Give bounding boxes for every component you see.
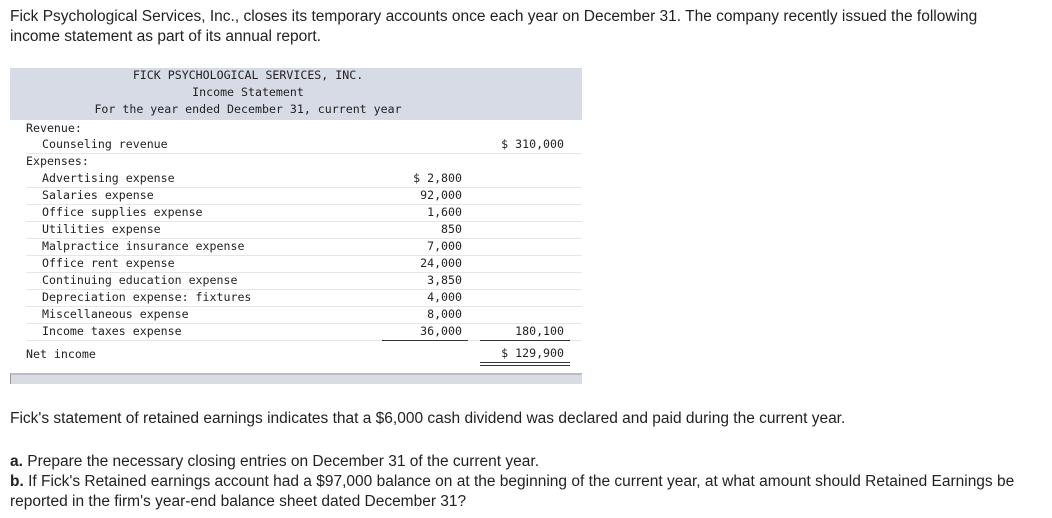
expense-label: Malpractice insurance expense	[42, 239, 245, 253]
expenses-underline	[382, 340, 468, 341]
net-income-double-underline-2	[480, 365, 570, 366]
expense-amount: 8,000	[427, 307, 462, 321]
expense-label: Salaries expense	[42, 188, 154, 202]
expense-amount: 3,850	[427, 273, 462, 287]
expense-label: Continuing education expense	[42, 273, 238, 287]
question-a	[10, 452, 1050, 472]
expense-label: Utilities expense	[42, 222, 161, 236]
question-a-text: Prepare the necessary closing entries on December 31 of the current year.	[22, 453, 540, 470]
expenses-heading: Expenses:	[26, 154, 89, 168]
question-b-letter: b.	[10, 473, 24, 490]
statement-title: Income Statement	[192, 85, 304, 99]
question-b-text: If Fick's Retained earnings account had a $97,000 balance on at the beginning of the current year, at what amount should Retained Earnings be reported in the firm's year-end balance sheet dated December 31?	[10, 473, 1015, 510]
income-statement-table	[10, 68, 582, 384]
net-income-amount: $ 129,900	[501, 346, 564, 360]
revenue-amount: $ 310,000	[501, 137, 564, 151]
expense-amount: 24,000	[420, 256, 462, 270]
question-a-letter: a.	[10, 453, 23, 470]
expense-label: Office rent expense	[42, 256, 175, 270]
expense-amount: 36,000	[420, 324, 462, 338]
expense-amount: $ 2,800	[413, 171, 462, 185]
expense-label: Income taxes expense	[42, 324, 182, 338]
net-income-label: Net income	[26, 347, 96, 361]
expense-amount: 850	[441, 222, 462, 236]
expense-amount: 4,000	[427, 290, 462, 304]
intro-paragraph: Fick Psychological Services, Inc., closes its temporary accounts once each year on December 31. The company recently issued the following income statement as part of its annual report.	[10, 8, 978, 45]
expense-amount: 1,600	[427, 205, 462, 219]
expense-amount: 7,000	[427, 239, 462, 253]
revenue-label: Counseling revenue	[42, 137, 168, 151]
net-income-double-underline-1	[480, 362, 570, 363]
statement-header	[10, 68, 582, 120]
expense-amount: 92,000	[420, 188, 462, 202]
expense-label: Office supplies expense	[42, 205, 203, 219]
expense-label: Miscellaneous expense	[42, 307, 189, 321]
statement-period: For the year ended December 31, current year	[94, 102, 402, 116]
statement-footer-bar	[10, 373, 582, 384]
total-expenses-amount: 180,100	[515, 324, 564, 338]
question-b	[10, 472, 1050, 512]
dividend-paragraph: Fick's statement of retained earnings indicates that a $6,000 cash dividend was declared and paid during the current year.	[10, 410, 846, 427]
expense-label: Depreciation expense: fixtures	[42, 290, 252, 304]
expense-label: Advertising expense	[42, 171, 175, 185]
total-underline	[480, 340, 570, 341]
company-name: FICK PSYCHOLOGICAL SERVICES, INC.	[132, 68, 364, 82]
revenue-heading: Revenue:	[26, 121, 82, 135]
